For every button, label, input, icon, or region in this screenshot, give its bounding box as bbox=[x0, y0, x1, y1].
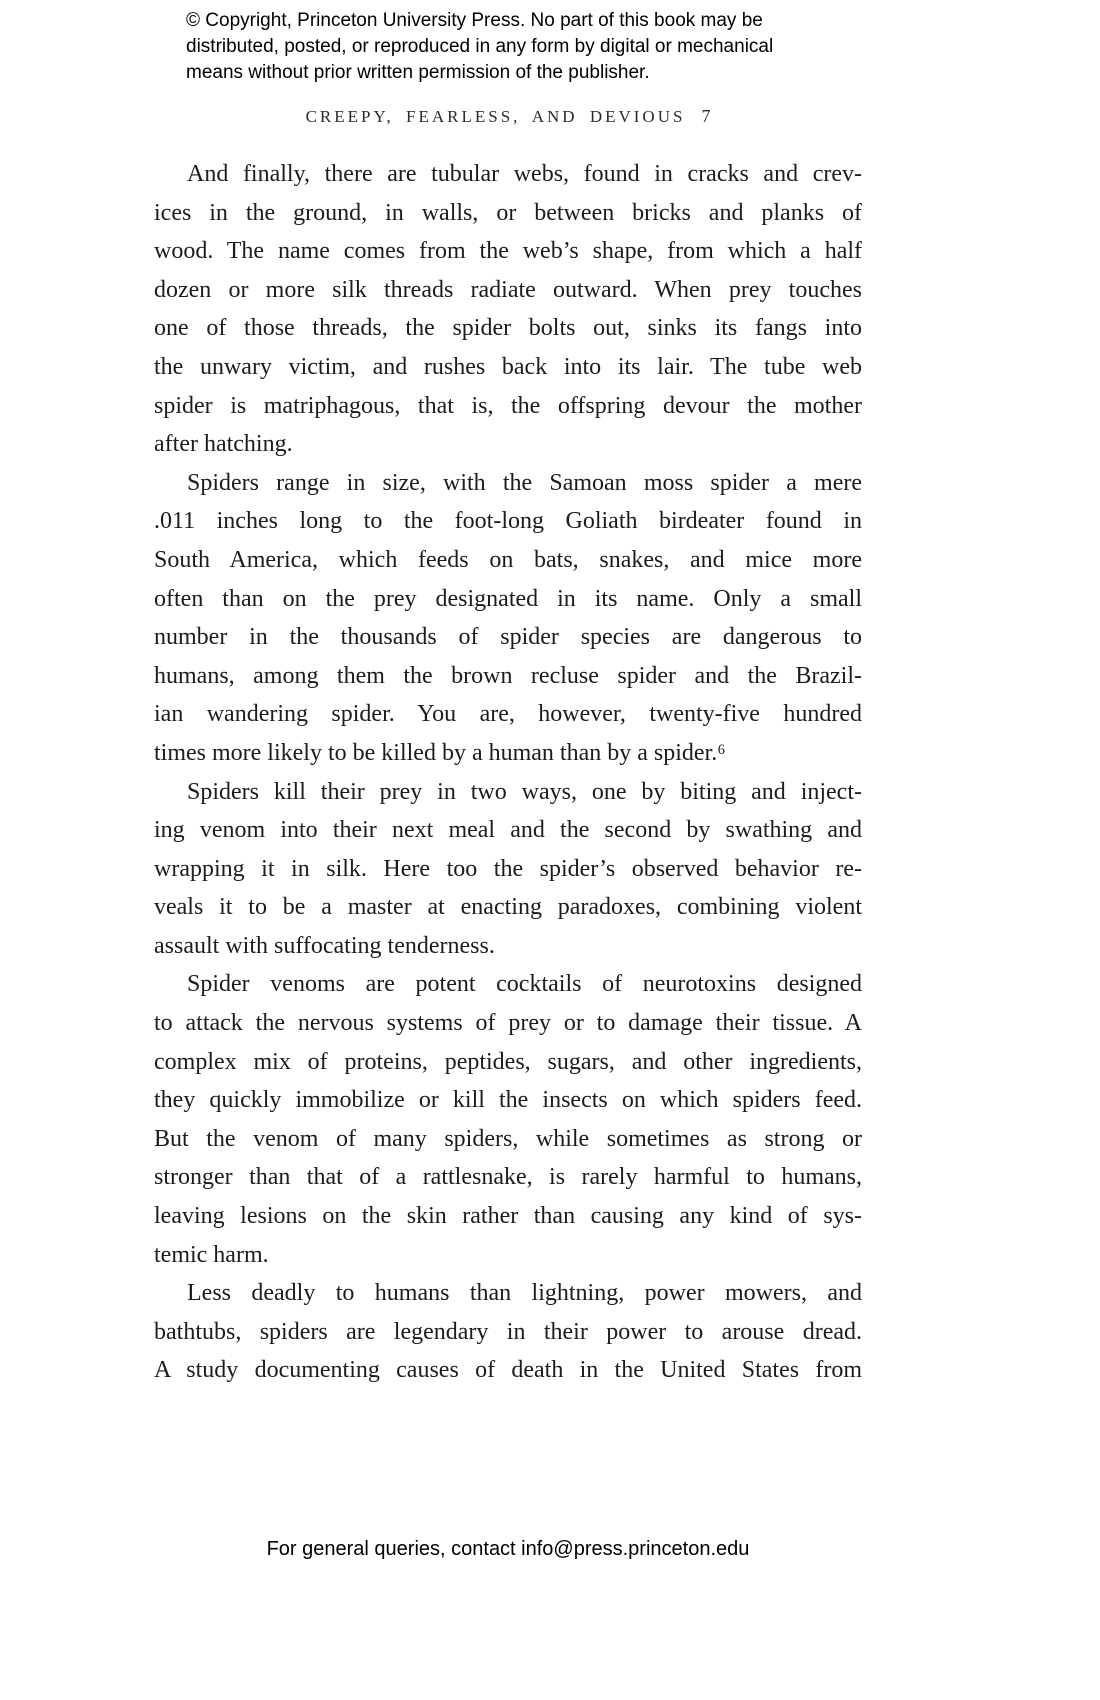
body-line: A study documenting causes of death in the United States from bbox=[154, 1357, 862, 1384]
body-line: often than on the prey designated in its name. Only a small bbox=[154, 585, 862, 612]
body-line: assault with suffocating tenderness. bbox=[154, 932, 495, 959]
paragraph bbox=[154, 155, 862, 464]
copyright-line: distributed, posted, or reproduced in any form by digital or mechanical bbox=[186, 36, 774, 57]
body-line: after hatching. bbox=[154, 431, 293, 458]
body-line: number in the thousands of spider species are dangerous to bbox=[154, 624, 862, 651]
body-line: And finally, there are tubular webs, found in cracks and crev- bbox=[187, 161, 862, 187]
body-line: ing venom into their next meal and the second by swathing and bbox=[154, 817, 862, 844]
body-line: dozen or more silk threads radiate outward. When prey touches bbox=[154, 276, 862, 303]
copyright-notice bbox=[186, 8, 986, 86]
body-line: ices in the ground, in walls, or between bricks and planks of bbox=[154, 199, 862, 226]
page-number: 7 bbox=[701, 106, 711, 126]
body-line: South America, which feeds on bats, snakes, and mice more bbox=[154, 546, 862, 573]
body-line: one of those threads, the spider bolts out, sinks its fangs into bbox=[154, 315, 862, 342]
body-line: humans, among them the brown recluse spider and the Brazil- bbox=[154, 662, 862, 689]
body-line: But the venom of many spiders, while sometimes as strong or bbox=[154, 1125, 862, 1152]
body-line: times more likely to be killed by a human than by a spider.⁶ bbox=[154, 739, 726, 766]
body-line: complex mix of proteins, peptides, sugars, and other ingredients, bbox=[154, 1048, 862, 1075]
body-line: Spider venoms are potent cocktails of neurotoxins designed bbox=[187, 971, 862, 998]
paragraph bbox=[154, 464, 862, 773]
body-line: leaving lesions on the skin rather than causing any kind of sys- bbox=[154, 1203, 862, 1230]
body-line: they quickly immobilize or kill the insects on which spiders feed. bbox=[154, 1087, 862, 1114]
body-line: to attack the nervous systems of prey or to damage their tissue. A bbox=[154, 1010, 862, 1037]
footer bbox=[154, 1538, 862, 1561]
paragraph bbox=[154, 773, 862, 966]
body-text bbox=[154, 155, 862, 1390]
body-line: veals it to be a master at enacting paradoxes, combining violent bbox=[154, 894, 862, 921]
paragraph bbox=[154, 965, 862, 1274]
copyright-line: © Copyright, Princeton University Press. No part of this book may be bbox=[186, 10, 763, 31]
body-line: .011 inches long to the foot-long Goliath birdeater found in bbox=[154, 508, 862, 535]
body-line: Spiders kill their prey in two ways, one by biting and inject- bbox=[187, 778, 862, 805]
body-line: Less deadly to humans than lightning, power mowers, and bbox=[187, 1280, 862, 1307]
running-head bbox=[154, 106, 862, 127]
body-line: stronger than that of a rattlesnake, is rarely harmful to humans, bbox=[154, 1164, 862, 1191]
body-line: wood. The name comes from the web’s shape, from which a half bbox=[154, 238, 862, 265]
body-line: bathtubs, spiders are legendary in their power to arouse dread. bbox=[154, 1318, 862, 1345]
footer-text: For general queries, contact info@press.princeton.edu bbox=[266, 1538, 750, 1560]
body-line: the unwary victim, and rushes back into its lair. The tube web bbox=[154, 353, 862, 380]
body-line: spider is matriphagous, that is, the offspring devour the mother bbox=[154, 392, 862, 419]
paragraph bbox=[154, 1274, 862, 1390]
body-line: wrapping it in silk. Here too the spider’s observed behavior re- bbox=[154, 855, 862, 882]
body-line: ian wandering spider. You are, however, twenty-five hundred bbox=[154, 701, 862, 728]
body-line: Spiders range in size, with the Samoan moss spider a mere bbox=[187, 469, 862, 496]
running-head-title: CREEPY, FEARLESS, AND DEVIOUS bbox=[305, 107, 686, 126]
copyright-line: means without prior written permission of the publisher. bbox=[186, 62, 650, 83]
body-line: temic harm. bbox=[154, 1241, 269, 1268]
